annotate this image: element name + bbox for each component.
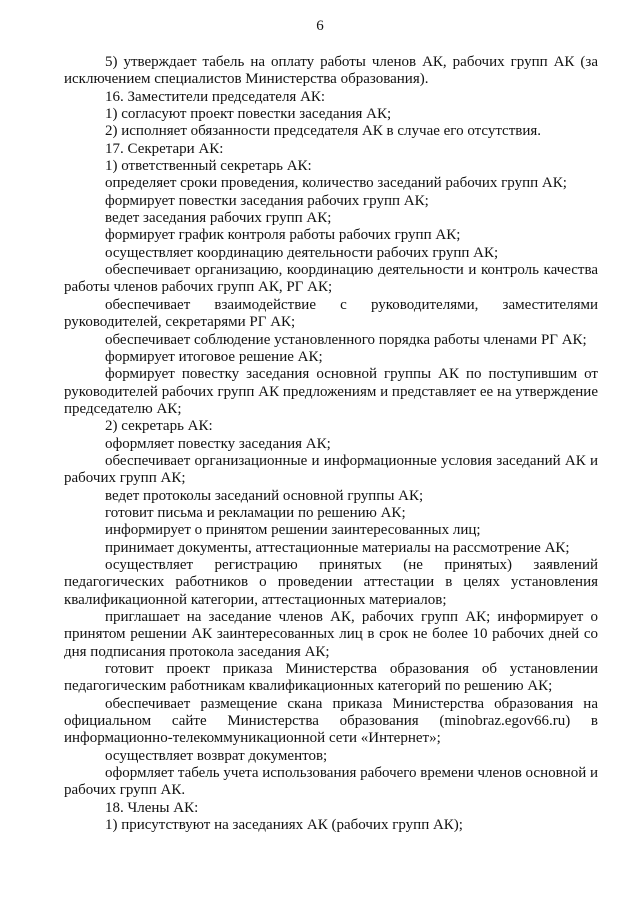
paragraph: формирует повестку заседания основной группы АК по поступившим от руководителей рабочих групп АК предложениям и представляет ее на утверждение председателю АК; bbox=[64, 366, 598, 417]
paragraph: 1) присутствуют на заседаниях АК (рабочих групп АК); bbox=[105, 817, 463, 834]
document-body bbox=[64, 54, 598, 834]
paragraph: 1) согласуют проект повестки заседания АК; bbox=[105, 106, 392, 123]
paragraph: формирует график контроля работы рабочих групп АК; bbox=[105, 227, 461, 244]
paragraph: обеспечивает организационные и информационные условия заседаний АК и рабочих групп АК; bbox=[64, 452, 598, 487]
page-number: 6 bbox=[316, 18, 324, 34]
paragraph: обеспечивает взаимодействие с руководителями, заместителями руководителей, секретарями РГ АК; bbox=[64, 296, 598, 331]
paragraph: информирует о принятом решении заинтересованных лиц; bbox=[105, 522, 481, 539]
paragraph: принимает документы, аттестационные материалы на рассмотрение АК; bbox=[105, 539, 570, 556]
paragraph: готовит письма и рекламации по решению АК; bbox=[105, 504, 406, 521]
paragraph: 2) исполняет обязанности председателя АК в случае его отсутствия. bbox=[105, 123, 542, 140]
section-heading: 18. Члены АК: bbox=[105, 799, 199, 816]
paragraph: осуществляет координацию деятельности рабочих групп АК; bbox=[105, 244, 499, 261]
paragraph: оформляет повестку заседания АК; bbox=[105, 435, 331, 452]
paragraph: определяет сроки проведения, количество заседаний рабочих групп АК; bbox=[105, 175, 567, 192]
paragraph: ведет протоколы заседаний основной группы АК; bbox=[105, 487, 424, 504]
section-heading: 17. Секретари АК: bbox=[105, 140, 224, 157]
paragraph: формирует повестки заседания рабочих групп АК; bbox=[105, 192, 429, 209]
paragraph: формирует итоговое решение АК; bbox=[105, 348, 323, 365]
section-heading: 16. Заместители председателя АК: bbox=[105, 88, 326, 105]
paragraph: осуществляет регистрацию принятых (не принятых) заявлений педагогических работников о проведении аттестации в целях установления квалификационной категории, аттестационных материалов; bbox=[64, 556, 598, 608]
paragraph: 5) утверждает табель на оплату работы членов АК, рабочих групп АК (за исключением специалистов Министерства образования). bbox=[64, 54, 598, 88]
paragraph: приглашает на заседание членов АК, рабочих групп АК; информирует о принятом решении АК заинтересованных лиц в срок не более 10 рабочих дней со дня подписания протокола заседания АК; bbox=[64, 609, 598, 660]
paragraph: готовит проект приказа Министерства образования об установлении педагогическим работникам квалификационных категорий по решению АК; bbox=[64, 661, 598, 695]
paragraph: ведет заседания рабочих групп АК; bbox=[105, 210, 332, 227]
paragraph: обеспечивает организацию, координацию деятельности и контроль качества работы членов рабочих групп АК, РГ АК; bbox=[64, 262, 598, 296]
paragraph: обеспечивает соблюдение установленного порядка работы членами РГ АК; bbox=[105, 331, 587, 348]
subsection-heading: 1) ответственный секретарь АК: bbox=[105, 158, 312, 175]
paragraph: осуществляет возврат документов; bbox=[105, 747, 328, 764]
paragraph: оформляет табель учета использования рабочего времени членов основной и рабочих групп АК. bbox=[64, 765, 599, 799]
subsection-heading: 2) секретарь АК: bbox=[105, 418, 213, 435]
paragraph: обеспечивает размещение скана приказа Министерства образования на официальном сайте Министерства образования (minobraz.egov66.ru) в информационно-телекоммуникационной сети «Интернет»; bbox=[64, 695, 598, 747]
